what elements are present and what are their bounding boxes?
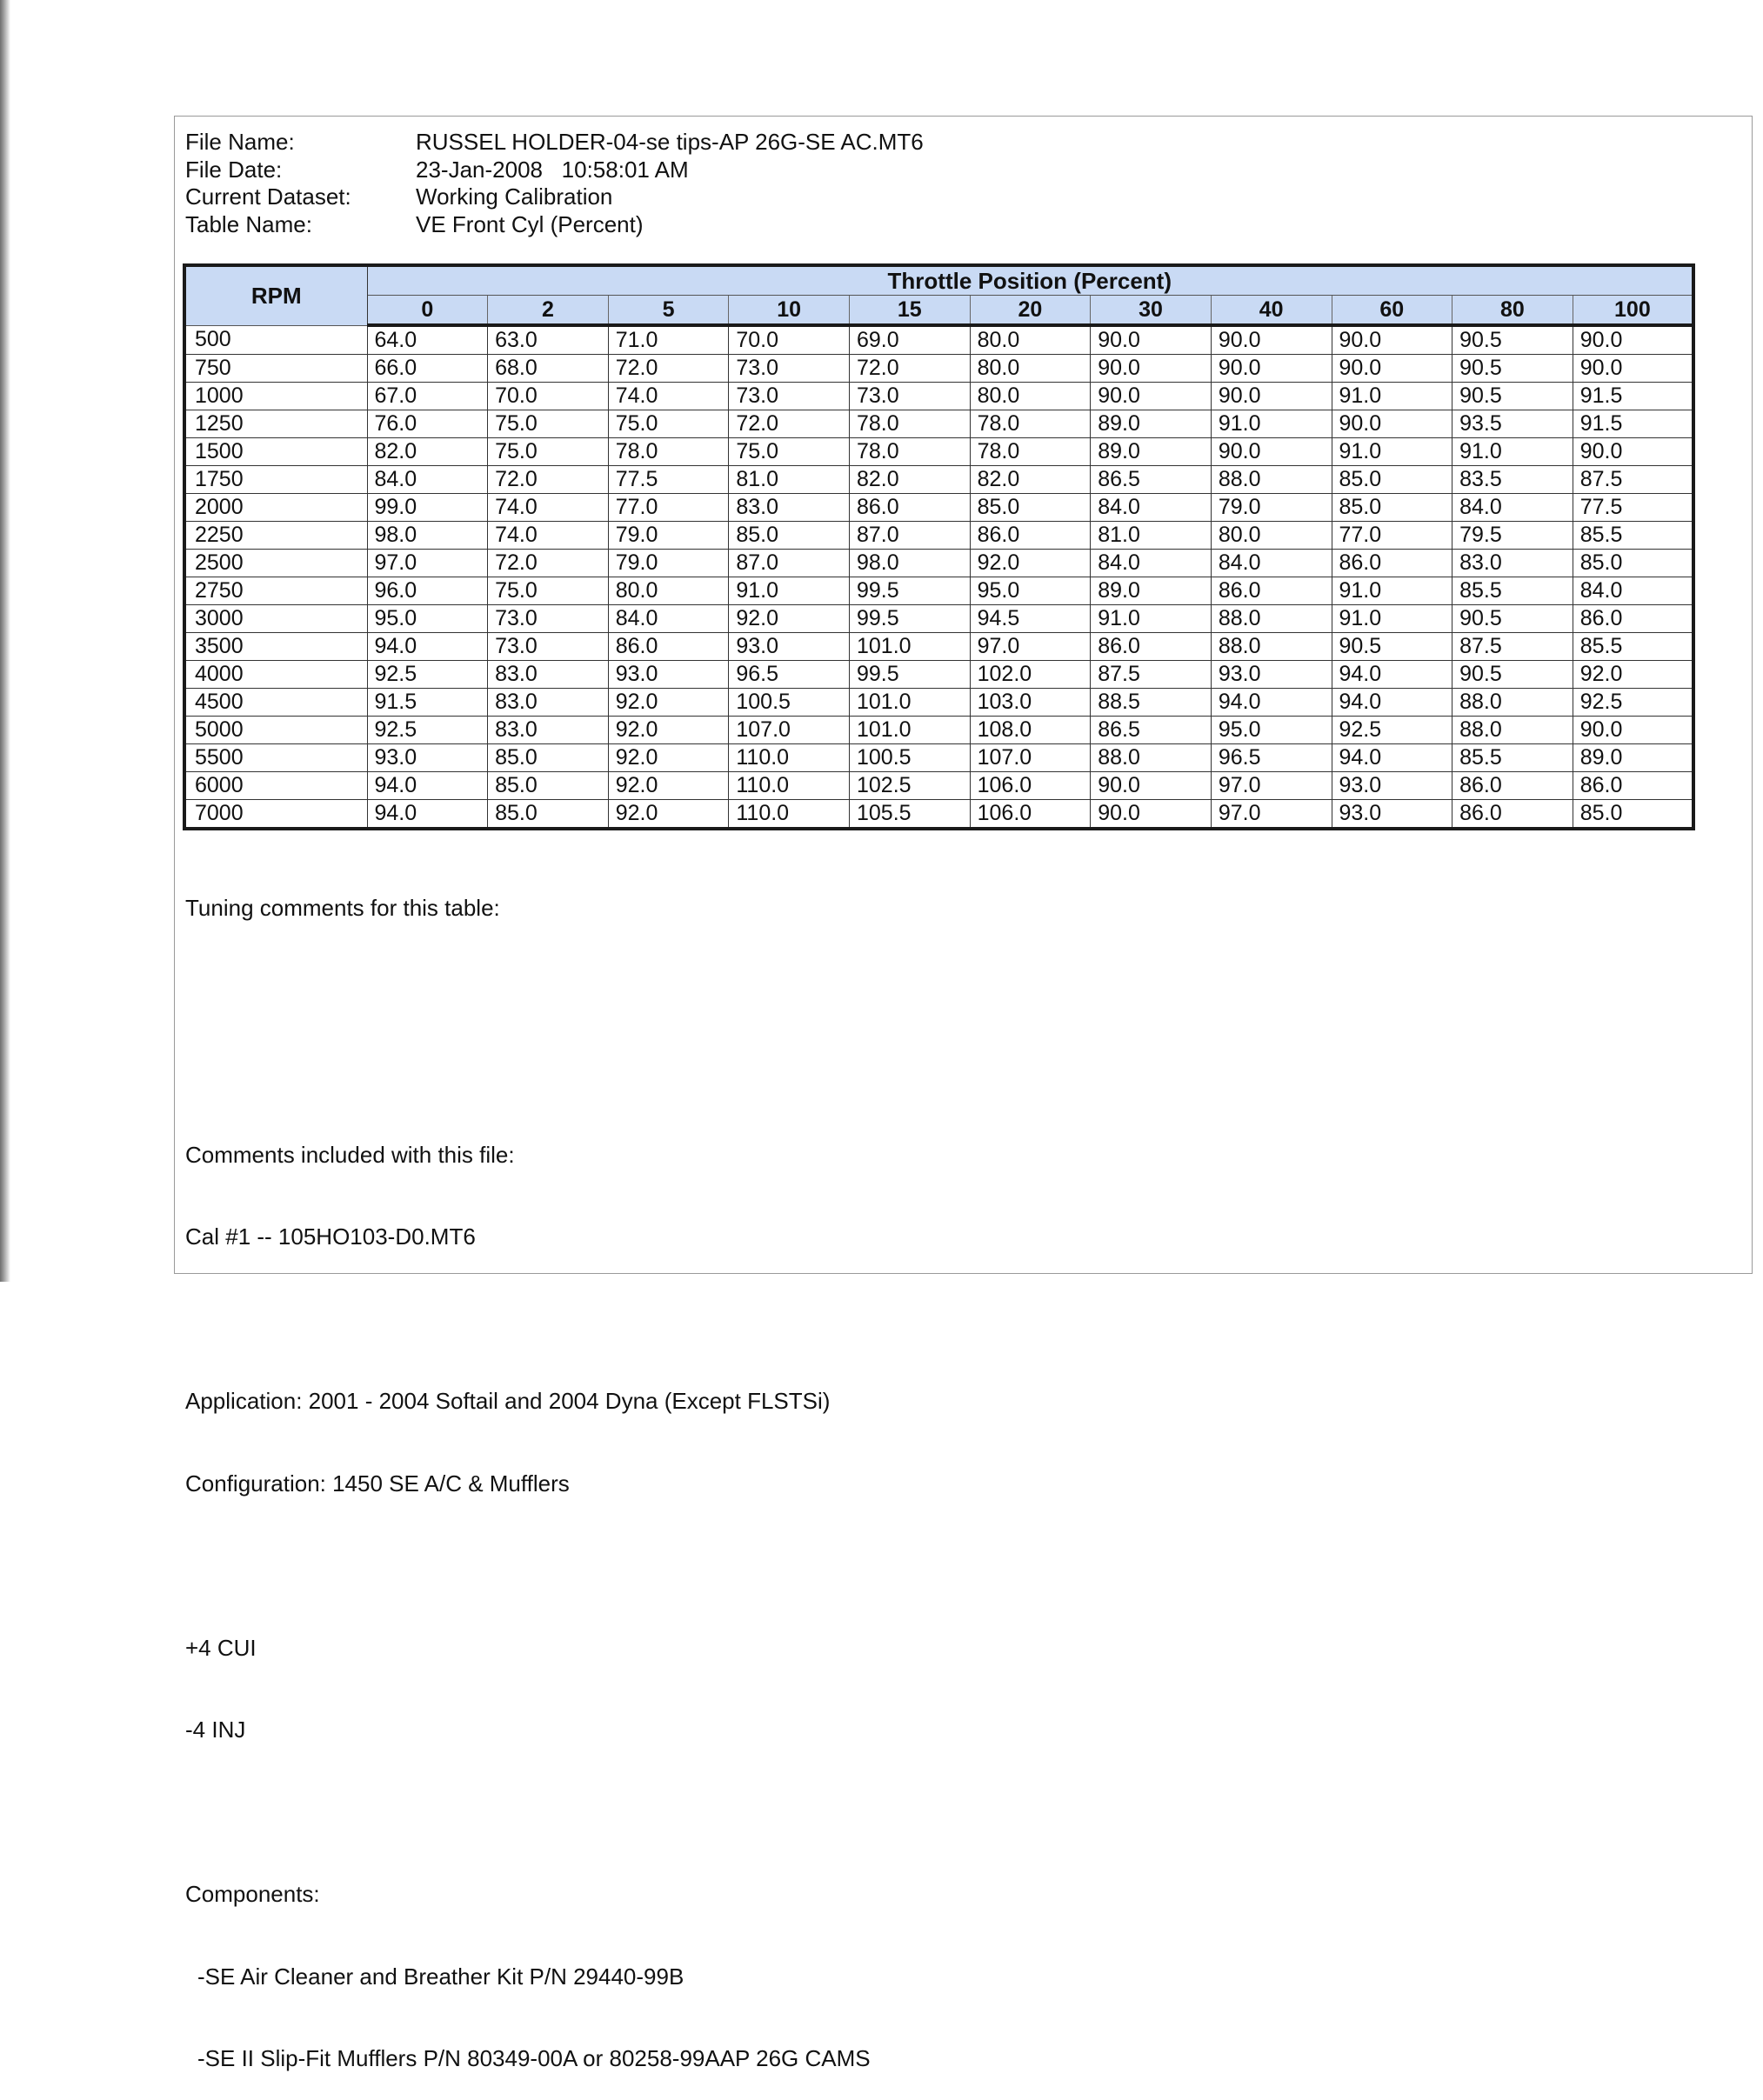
throttle-column-header: 100 <box>1573 296 1693 326</box>
ve-value-cell: 85.0 <box>1573 800 1693 830</box>
rpm-cell: 5000 <box>184 717 367 744</box>
ve-value-cell: 97.0 <box>367 550 488 577</box>
table-name-value: VE Front Cyl (Percent) <box>416 210 644 237</box>
table-row <box>184 466 1693 494</box>
ve-value-cell: 93.0 <box>1332 772 1452 800</box>
ve-value-cell: 93.0 <box>367 744 488 772</box>
ve-value-cell: 87.5 <box>1573 466 1693 494</box>
throttle-column-header: 40 <box>1211 296 1332 326</box>
ve-value-cell: 90.0 <box>1573 355 1693 383</box>
ve-value-cell: 70.0 <box>729 325 850 355</box>
ve-value-cell: 88.0 <box>1452 717 1573 744</box>
ve-value-cell: 85.0 <box>1332 466 1452 494</box>
dataset-label: Current Dataset: <box>185 183 351 210</box>
ve-value-cell: 94.0 <box>1332 744 1452 772</box>
ve-value-cell: 87.5 <box>1452 633 1573 661</box>
file-date-value: 23-Jan-2008 10:58:01 AM <box>416 156 689 183</box>
ve-value-cell: 84.0 <box>1573 577 1693 605</box>
ve-value-cell: 85.0 <box>488 800 609 830</box>
table-row <box>184 550 1693 577</box>
ve-value-cell: 91.0 <box>1211 410 1332 438</box>
ve-value-cell: 90.5 <box>1332 633 1452 661</box>
ve-value-cell: 74.0 <box>488 494 609 522</box>
ve-value-cell: 77.0 <box>608 494 729 522</box>
ve-value-cell: 88.0 <box>1211 605 1332 633</box>
ve-value-cell: 90.0 <box>1211 325 1332 355</box>
ve-value-cell: 77.5 <box>608 466 729 494</box>
ve-value-cell: 77.0 <box>1332 522 1452 550</box>
ve-value-cell: 73.0 <box>488 605 609 633</box>
scan-edge <box>0 0 10 1282</box>
throttle-column-header: 20 <box>970 296 1091 326</box>
ve-value-cell: 85.0 <box>970 494 1091 522</box>
ve-value-cell: 78.0 <box>850 410 971 438</box>
ve-value-cell: 85.0 <box>488 772 609 800</box>
ve-value-cell: 90.0 <box>1573 325 1693 355</box>
ve-value-cell: 86.0 <box>1573 772 1693 800</box>
ve-value-cell: 86.0 <box>1573 605 1693 633</box>
ve-value-cell: 75.0 <box>608 410 729 438</box>
ve-value-cell: 85.5 <box>1452 744 1573 772</box>
component-2: -SE II Slip-Fit Mufflers P/N 80349-00A or 80258-99AAP 26G CAMS <box>197 2045 871 2071</box>
ve-value-cell: 90.0 <box>1332 410 1452 438</box>
ve-value-cell: 92.0 <box>608 689 729 717</box>
ve-value-cell: 85.0 <box>729 522 850 550</box>
rpm-cell: 2500 <box>184 550 367 577</box>
rpm-cell: 1750 <box>184 466 367 494</box>
table-row <box>184 325 1693 355</box>
ve-value-cell: 85.0 <box>1332 494 1452 522</box>
ve-value-cell: 70.0 <box>488 383 609 410</box>
rpm-cell: 1000 <box>184 383 367 410</box>
ve-value-cell: 108.0 <box>970 717 1091 744</box>
ve-value-cell: 96.5 <box>729 661 850 689</box>
ve-value-cell: 90.5 <box>1452 355 1573 383</box>
ve-value-cell: 84.0 <box>1452 494 1573 522</box>
ve-value-cell: 92.0 <box>970 550 1091 577</box>
ve-value-cell: 92.0 <box>608 800 729 830</box>
ve-value-cell: 90.0 <box>1091 800 1212 830</box>
ve-value-cell: 72.0 <box>488 550 609 577</box>
rpm-header: RPM <box>184 265 367 325</box>
ve-value-cell: 78.0 <box>970 438 1091 466</box>
configuration-line: Configuration: 1450 SE A/C & Mufflers <box>185 1470 570 1497</box>
throttle-column-header: 15 <box>850 296 971 326</box>
ve-value-cell: 85.5 <box>1452 577 1573 605</box>
ve-value-cell: 91.0 <box>1332 383 1452 410</box>
ve-value-cell: 78.0 <box>850 438 971 466</box>
file-name-label: File Name: <box>185 129 295 155</box>
ve-value-cell: 77.5 <box>1573 494 1693 522</box>
rpm-cell: 1250 <box>184 410 367 438</box>
ve-value-cell: 105.5 <box>850 800 971 830</box>
ve-value-cell: 93.0 <box>1211 661 1332 689</box>
ve-value-cell: 96.0 <box>367 577 488 605</box>
throttle-column-header: 0 <box>367 296 488 326</box>
cal-line: Cal #1 -- 105HO103-D0.MT6 <box>185 1223 476 1250</box>
ve-value-cell: 95.0 <box>970 577 1091 605</box>
ve-value-cell: 106.0 <box>970 772 1091 800</box>
ve-value-cell: 98.0 <box>367 522 488 550</box>
ve-value-cell: 87.5 <box>1091 661 1212 689</box>
table-name-row <box>185 211 924 239</box>
ve-value-cell: 92.0 <box>608 717 729 744</box>
ve-value-cell: 89.0 <box>1091 577 1212 605</box>
ve-value-cell: 94.0 <box>1332 689 1452 717</box>
ve-value-cell: 82.0 <box>970 466 1091 494</box>
dataset-value: Working Calibration <box>416 183 613 210</box>
ve-value-cell: 107.0 <box>729 717 850 744</box>
throttle-column-header: 60 <box>1332 296 1452 326</box>
ve-value-cell: 93.5 <box>1452 410 1573 438</box>
ve-value-cell: 72.0 <box>850 355 971 383</box>
ve-value-cell: 86.0 <box>608 633 729 661</box>
inj-line: -4 INJ <box>185 1717 246 1743</box>
ve-value-cell: 76.0 <box>367 410 488 438</box>
ve-value-cell: 99.5 <box>850 661 971 689</box>
ve-value-cell: 91.0 <box>1332 577 1452 605</box>
ve-value-cell: 83.0 <box>729 494 850 522</box>
ve-value-cell: 110.0 <box>729 744 850 772</box>
ve-value-cell: 90.0 <box>1091 383 1212 410</box>
ve-value-cell: 86.0 <box>1452 800 1573 830</box>
ve-value-cell: 91.0 <box>1332 438 1452 466</box>
ve-value-cell: 91.0 <box>1452 438 1573 466</box>
ve-value-cell: 80.0 <box>970 383 1091 410</box>
ve-value-cell: 84.0 <box>367 466 488 494</box>
rpm-cell: 4500 <box>184 689 367 717</box>
ve-value-cell: 75.0 <box>729 438 850 466</box>
tuning-comments-label: Tuning comments for this table: <box>185 895 500 921</box>
ve-value-cell: 92.0 <box>729 605 850 633</box>
ve-value-cell: 91.0 <box>1332 605 1452 633</box>
ve-value-cell: 90.0 <box>1211 383 1332 410</box>
ve-value-cell: 88.0 <box>1452 689 1573 717</box>
ve-value-cell: 90.0 <box>1573 438 1693 466</box>
rpm-cell: 500 <box>184 325 367 355</box>
ve-value-cell: 75.0 <box>488 410 609 438</box>
ve-value-cell: 90.5 <box>1452 325 1573 355</box>
file-name-row <box>185 129 924 157</box>
rpm-cell: 2750 <box>184 577 367 605</box>
ve-value-cell: 73.0 <box>729 383 850 410</box>
ve-value-cell: 74.0 <box>608 383 729 410</box>
ve-value-cell: 93.0 <box>608 661 729 689</box>
ve-value-cell: 80.0 <box>608 577 729 605</box>
ve-value-cell: 92.5 <box>367 717 488 744</box>
ve-value-cell: 67.0 <box>367 383 488 410</box>
ve-value-cell: 86.0 <box>1211 577 1332 605</box>
ve-value-cell: 98.0 <box>850 550 971 577</box>
ve-value-cell: 63.0 <box>488 325 609 355</box>
ve-value-cell: 90.0 <box>1091 355 1212 383</box>
ve-value-cell: 90.0 <box>1091 772 1212 800</box>
component-1: -SE Air Cleaner and Breather Kit P/N 29440-99B <box>197 1963 684 1990</box>
ve-value-cell: 81.0 <box>729 466 850 494</box>
ve-value-cell: 78.0 <box>970 410 1091 438</box>
rpm-cell: 750 <box>184 355 367 383</box>
ve-value-cell: 92.0 <box>608 772 729 800</box>
ve-value-cell: 83.0 <box>488 661 609 689</box>
ve-value-cell: 96.5 <box>1211 744 1332 772</box>
ve-value-cell: 82.0 <box>367 438 488 466</box>
ve-value-cell: 93.0 <box>729 633 850 661</box>
ve-value-cell: 91.5 <box>367 689 488 717</box>
ve-value-cell: 79.5 <box>1452 522 1573 550</box>
ve-table-body <box>184 325 1693 829</box>
ve-value-cell: 97.0 <box>970 633 1091 661</box>
ve-value-cell: 92.0 <box>1573 661 1693 689</box>
ve-value-cell: 86.0 <box>970 522 1091 550</box>
table-row <box>184 383 1693 410</box>
ve-value-cell: 85.0 <box>488 744 609 772</box>
ve-value-cell: 82.0 <box>850 466 971 494</box>
included-comments-label: Comments included with this file: <box>185 1141 515 1168</box>
file-name-value: RUSSEL HOLDER-04-se tips-AP 26G-SE AC.MT6 <box>416 129 924 155</box>
ve-value-cell: 103.0 <box>970 689 1091 717</box>
ve-value-cell: 80.0 <box>970 325 1091 355</box>
ve-value-cell: 90.0 <box>1332 325 1452 355</box>
file-metadata <box>185 129 924 238</box>
ve-value-cell: 92.5 <box>367 661 488 689</box>
ve-value-cell: 91.5 <box>1573 410 1693 438</box>
ve-value-cell: 101.0 <box>850 689 971 717</box>
cui-line: +4 CUI <box>185 1634 257 1661</box>
table-row <box>184 605 1693 633</box>
table-row <box>184 689 1693 717</box>
ve-value-cell: 74.0 <box>488 522 609 550</box>
ve-value-cell: 79.0 <box>608 522 729 550</box>
ve-value-cell: 69.0 <box>850 325 971 355</box>
ve-value-cell: 94.0 <box>367 633 488 661</box>
ve-value-cell: 73.0 <box>488 633 609 661</box>
ve-value-cell: 86.0 <box>1332 550 1452 577</box>
ve-value-cell: 94.5 <box>970 605 1091 633</box>
table-row <box>184 577 1693 605</box>
comments-section <box>185 840 871 2100</box>
ve-value-cell: 92.5 <box>1332 717 1452 744</box>
ve-value-cell: 87.0 <box>850 522 971 550</box>
ve-value-cell: 66.0 <box>367 355 488 383</box>
ve-value-cell: 81.0 <box>1091 522 1212 550</box>
ve-value-cell: 73.0 <box>729 355 850 383</box>
components-label: Components: <box>185 1881 320 1907</box>
ve-value-cell: 72.0 <box>729 410 850 438</box>
table-row <box>184 661 1693 689</box>
throttle-columns-row <box>184 296 1693 326</box>
ve-value-cell: 71.0 <box>608 325 729 355</box>
ve-value-cell: 89.0 <box>1091 410 1212 438</box>
ve-value-cell: 64.0 <box>367 325 488 355</box>
file-date-label: File Date: <box>185 156 283 183</box>
ve-value-cell: 86.0 <box>850 494 971 522</box>
table-row <box>184 522 1693 550</box>
table-row <box>184 438 1693 466</box>
throttle-column-header: 5 <box>608 296 729 326</box>
ve-value-cell: 83.0 <box>1452 550 1573 577</box>
ve-value-cell: 79.0 <box>1211 494 1332 522</box>
rpm-cell: 6000 <box>184 772 367 800</box>
ve-value-cell: 94.0 <box>367 772 488 800</box>
ve-value-cell: 84.0 <box>608 605 729 633</box>
ve-value-cell: 90.0 <box>1211 438 1332 466</box>
rpm-cell: 2250 <box>184 522 367 550</box>
table-name-label: Table Name: <box>185 210 312 237</box>
ve-value-cell: 97.0 <box>1211 800 1332 830</box>
ve-value-cell: 90.0 <box>1332 355 1452 383</box>
ve-value-cell: 107.0 <box>970 744 1091 772</box>
ve-value-cell: 100.5 <box>729 689 850 717</box>
ve-value-cell: 94.0 <box>1332 661 1452 689</box>
file-date-row <box>185 157 924 184</box>
ve-value-cell: 72.0 <box>488 466 609 494</box>
ve-value-cell: 83.0 <box>488 717 609 744</box>
ve-value-cell: 94.0 <box>367 800 488 830</box>
rpm-cell: 5500 <box>184 744 367 772</box>
ve-value-cell: 89.0 <box>1573 744 1693 772</box>
ve-value-cell: 88.5 <box>1091 689 1212 717</box>
ve-value-cell: 95.0 <box>367 605 488 633</box>
ve-value-cell: 80.0 <box>1211 522 1332 550</box>
ve-value-cell: 95.0 <box>1211 717 1332 744</box>
ve-value-cell: 79.0 <box>608 550 729 577</box>
ve-value-cell: 101.0 <box>850 633 971 661</box>
ve-value-cell: 83.5 <box>1452 466 1573 494</box>
ve-value-cell: 85.5 <box>1573 633 1693 661</box>
throttle-column-header: 80 <box>1452 296 1573 326</box>
table-row <box>184 772 1693 800</box>
ve-value-cell: 90.0 <box>1573 717 1693 744</box>
ve-value-cell: 90.5 <box>1452 605 1573 633</box>
rpm-cell: 3000 <box>184 605 367 633</box>
ve-value-cell: 86.0 <box>1452 772 1573 800</box>
ve-value-cell: 88.0 <box>1211 633 1332 661</box>
ve-value-cell: 86.0 <box>1091 633 1212 661</box>
ve-value-cell: 91.0 <box>729 577 850 605</box>
table-row <box>184 355 1693 383</box>
ve-value-cell: 88.0 <box>1091 744 1212 772</box>
ve-value-cell: 86.5 <box>1091 466 1212 494</box>
ve-value-cell: 94.0 <box>1211 689 1332 717</box>
ve-value-cell: 99.0 <box>367 494 488 522</box>
ve-value-cell: 106.0 <box>970 800 1091 830</box>
rpm-cell: 1500 <box>184 438 367 466</box>
ve-value-cell: 90.0 <box>1211 355 1332 383</box>
throttle-column-header: 30 <box>1091 296 1212 326</box>
ve-value-cell: 101.0 <box>850 717 971 744</box>
ve-value-cell: 84.0 <box>1091 494 1212 522</box>
ve-value-cell: 80.0 <box>970 355 1091 383</box>
ve-value-cell: 88.0 <box>1211 466 1332 494</box>
ve-value-cell: 92.5 <box>1573 689 1693 717</box>
table-row <box>184 800 1693 830</box>
ve-value-cell: 85.0 <box>1573 550 1693 577</box>
rpm-cell: 7000 <box>184 800 367 830</box>
rpm-cell: 3500 <box>184 633 367 661</box>
ve-value-cell: 85.5 <box>1573 522 1693 550</box>
ve-value-cell: 102.0 <box>970 661 1091 689</box>
ve-table <box>183 263 1695 830</box>
ve-value-cell: 97.0 <box>1211 772 1332 800</box>
table-row <box>184 744 1693 772</box>
ve-value-cell: 84.0 <box>1211 550 1332 577</box>
ve-value-cell: 75.0 <box>488 438 609 466</box>
ve-value-cell: 86.5 <box>1091 717 1212 744</box>
ve-value-cell: 100.5 <box>850 744 971 772</box>
rpm-cell: 2000 <box>184 494 367 522</box>
ve-value-cell: 99.5 <box>850 605 971 633</box>
ve-value-cell: 75.0 <box>488 577 609 605</box>
ve-value-cell: 68.0 <box>488 355 609 383</box>
ve-value-cell: 91.5 <box>1573 383 1693 410</box>
dataset-row <box>185 183 924 211</box>
table-row <box>184 494 1693 522</box>
ve-value-cell: 87.0 <box>729 550 850 577</box>
ve-value-cell: 73.0 <box>850 383 971 410</box>
ve-value-cell: 84.0 <box>1091 550 1212 577</box>
table-row <box>184 717 1693 744</box>
application-line: Application: 2001 - 2004 Softail and 2004 Dyna (Except FLSTSi) <box>185 1388 831 1414</box>
table-row <box>184 410 1693 438</box>
table-row <box>184 633 1693 661</box>
ve-value-cell: 83.0 <box>488 689 609 717</box>
ve-value-cell: 102.5 <box>850 772 971 800</box>
ve-value-cell: 78.0 <box>608 438 729 466</box>
throttle-column-header: 10 <box>729 296 850 326</box>
ve-value-cell: 99.5 <box>850 577 971 605</box>
ve-value-cell: 93.0 <box>1332 800 1452 830</box>
ve-value-cell: 110.0 <box>729 800 850 830</box>
ve-value-cell: 90.0 <box>1091 325 1212 355</box>
rpm-cell: 4000 <box>184 661 367 689</box>
throttle-position-header: Throttle Position (Percent) <box>367 265 1693 296</box>
ve-value-cell: 90.5 <box>1452 383 1573 410</box>
ve-value-cell: 91.0 <box>1091 605 1212 633</box>
throttle-column-header: 2 <box>488 296 609 326</box>
ve-value-cell: 89.0 <box>1091 438 1212 466</box>
ve-value-cell: 92.0 <box>608 744 729 772</box>
ve-value-cell: 110.0 <box>729 772 850 800</box>
ve-value-cell: 90.5 <box>1452 661 1573 689</box>
ve-value-cell: 72.0 <box>608 355 729 383</box>
